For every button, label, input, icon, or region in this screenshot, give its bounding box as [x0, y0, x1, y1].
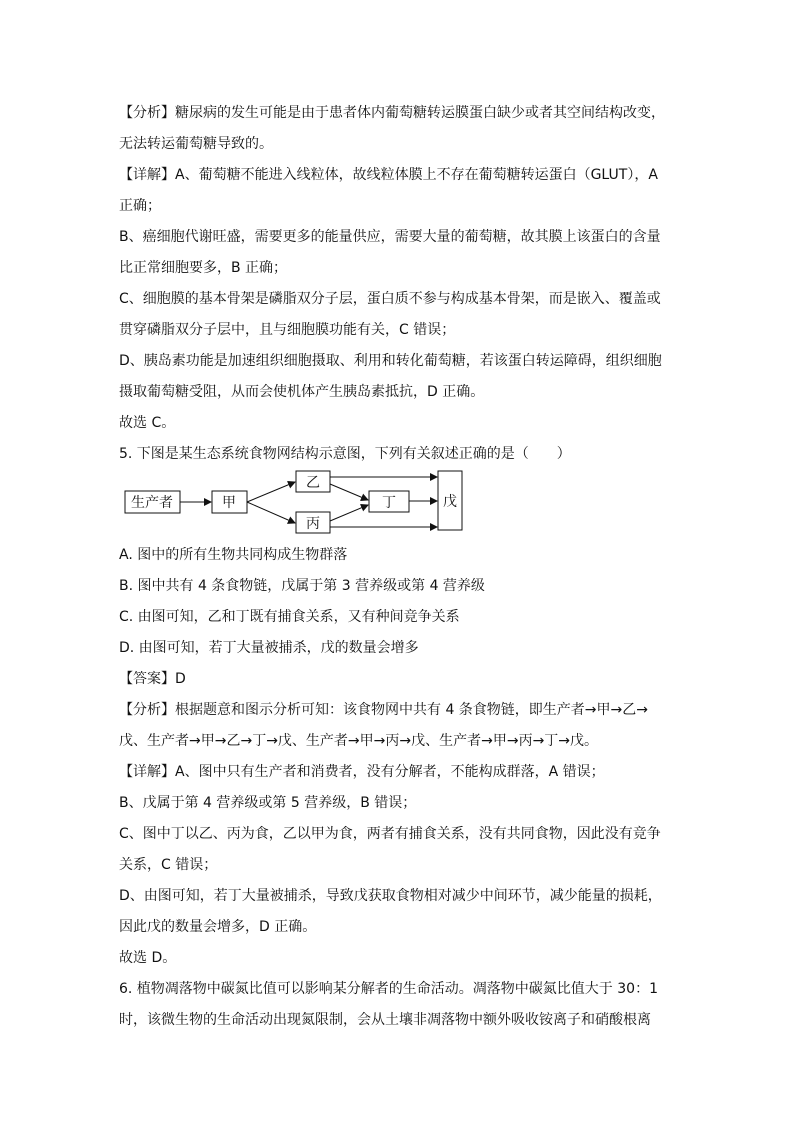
- text-line: 比正常细胞要多，B 正确；: [119, 260, 288, 276]
- option-a: A. 图中的所有生物共同构成生物群落: [119, 547, 348, 563]
- arrow-yi-ding: [330, 484, 368, 500]
- answer-line: 【答案】D: [119, 671, 186, 687]
- text-line: 因此戊的数量会增多，D 正确。: [119, 919, 317, 935]
- text-line: 无法转运葡萄糖导致的。: [119, 136, 273, 152]
- arrow-bing-ding: [330, 505, 368, 521]
- node-ding: 丁: [382, 495, 396, 511]
- text-line: 摄取葡萄糖受阻，从而会使机体产生胰岛素抵抗，D 正确。: [119, 384, 485, 400]
- arrow-jia-yi: [247, 482, 295, 502]
- food-web-svg: [119, 470, 675, 540]
- node-wu: 戊: [443, 494, 457, 510]
- text-line: B、戊属于第 4 营养级或第 5 营养级，B 错误；: [119, 795, 417, 811]
- text-line: 时，该微生物的生命活动出现氮限制，会从土壤非凋落物中额外吸收铵离子和硝酸根离: [119, 1012, 651, 1028]
- text-line: 故选 D。: [119, 950, 177, 966]
- text-line: 正确；: [119, 198, 161, 214]
- option-c: C. 由图可知，乙和丁既有捕食关系，又有种间竞争关系: [119, 609, 460, 625]
- text-line: 关系，C 错误；: [119, 857, 218, 873]
- question-5-stem: 5. 下图是某生态系统食物网结构示意图，下列有关叙述正确的是（ ）: [119, 446, 571, 462]
- node-bing: 丙: [306, 516, 320, 532]
- node-producer: 生产者: [131, 495, 173, 511]
- text-line: D、由图可知，若丁大量被捕杀，导致戊获取食物相对减少中间环节，减少能量的损耗，: [119, 888, 662, 904]
- node-jia: 甲: [222, 495, 236, 511]
- option-d: D. 由图可知，若丁大量被捕杀，戊的数量会增多: [119, 640, 419, 656]
- text-line: 【分析】根据题意和图示分析可知：该食物网中共有 4 条食物链，即生产者→甲→乙→: [119, 702, 648, 718]
- text-line: 【分析】糖尿病的发生可能是由于患者体内葡萄糖转运膜蛋白缺少或者其空间结构改变，: [119, 105, 665, 121]
- text-line: 贯穿磷脂双分子层中，且与细胞膜功能有关，C 错误；: [119, 322, 456, 338]
- text-line: 戊、生产者→甲→乙→丁→戊、生产者→甲→丙→戊、生产者→甲→丙→丁→戊。: [119, 733, 599, 749]
- text-line: C、细胞膜的基本骨架是磷脂双分子层，蛋白质不参与构成基本骨架，而是嵌入、覆盖或: [119, 291, 661, 307]
- question-6-stem: 6. 植物凋落物中碳氮比值可以影响某分解者的生命活动。凋落物中碳氮比值大于 30：1: [119, 981, 658, 997]
- document-body: [119, 98, 675, 1036]
- text-line: B、癌细胞代谢旺盛，需要更多的能量供应，需要大量的葡萄糖，故其膜上该蛋白的含量: [119, 229, 661, 245]
- node-yi: 乙: [306, 475, 320, 491]
- option-b: B. 图中共有 4 条食物链，戊属于第 3 营养级或第 4 营养级: [119, 578, 485, 594]
- text-line: 【详解】A、葡萄糖不能进入线粒体，故线粒体膜上不存在葡萄糖转运蛋白（GLUT），A: [119, 167, 658, 183]
- text-line: C、图中丁以乙、丙为食，乙以甲为食，两者有捕食关系，没有共同食物，因此没有竞争: [119, 826, 661, 842]
- text-line: D、胰岛素功能是加速组织细胞摄取、利用和转化葡萄糖，若该蛋白转运障碍，组织细胞: [119, 353, 662, 369]
- arrow-jia-bing: [247, 502, 295, 523]
- food-web-diagram: [119, 470, 675, 540]
- text-line: 【详解】A、图中只有生产者和消费者，没有分解者，不能构成群落，A 错误；: [119, 764, 605, 780]
- text-line: 故选 C。: [119, 415, 176, 431]
